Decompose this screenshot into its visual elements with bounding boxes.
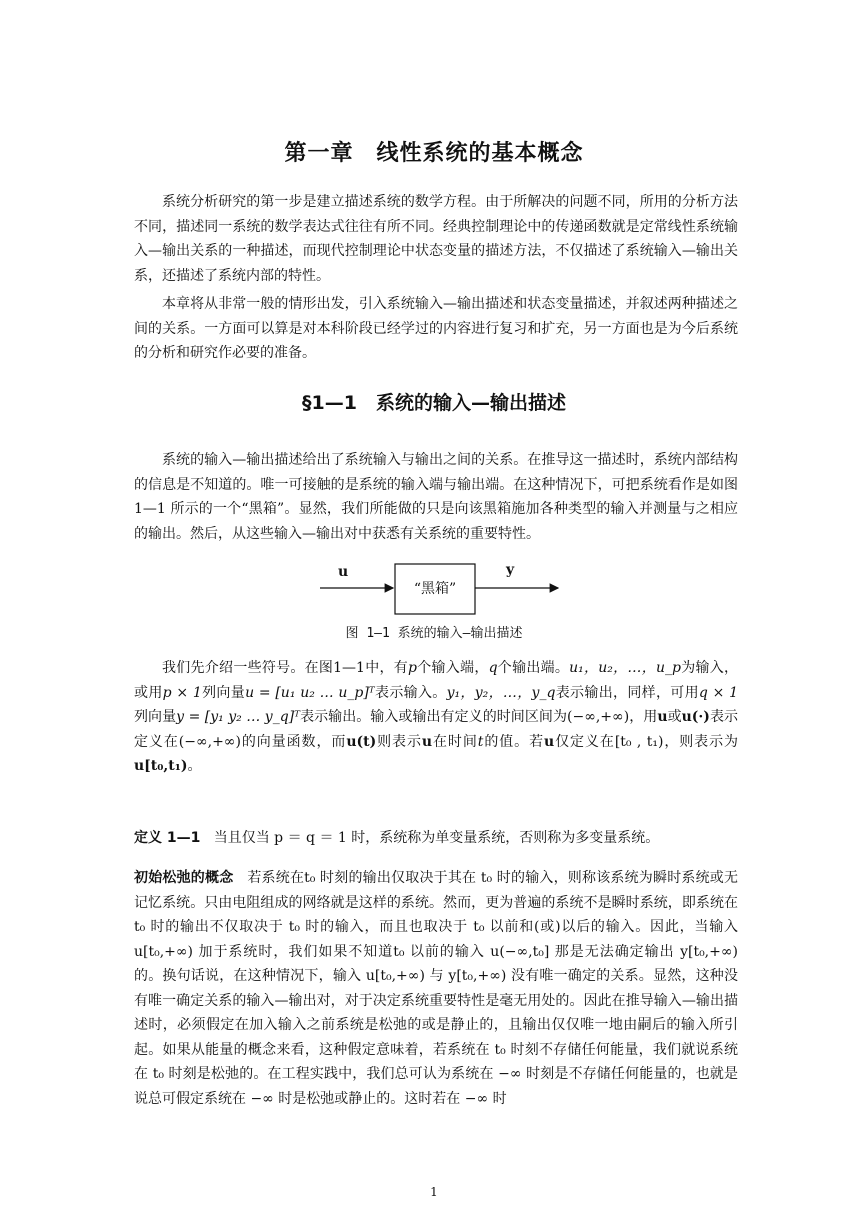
intro-paragraph-1: 系统分析研究的第一步是建立描述系统的数学方程。由于所解决的问题不同，所用的分析方法不同，描述同一系统的数学表达式往往有所不同。经典控制理论中的传递函数就是定常线性系统输入—输出关系的一种描述，而现代控制理论中状态变量的描述方法，不仅描述了系统输入—输出关系，还描述了系统内部的特性。 bbox=[134, 194, 738, 284]
relaxed-paragraph bbox=[134, 866, 738, 1111]
section-paragraph-1: 系统的输入—输出描述给出了系统输入与输出之间的关系。在推导这一描述时，系统内部结构的信息是不知道的。唯一可接触的是系统的输入端与输出端。在这种情况下，可把系统看作是如图 1—1 所示的一个“黑箱”。显然，我们所能做的只是向该黑箱施加各种类型的输入并测量与之相应的输出。然后，从这些输入—输出对中获悉有关系统的重要特性。 bbox=[134, 452, 738, 542]
input-label: u bbox=[338, 564, 349, 580]
figure-caption: 图 1—1 系统的输入—输出描述 bbox=[345, 626, 523, 641]
definition-label: 定义 1—1 bbox=[134, 830, 201, 846]
page-number: 1 bbox=[430, 1185, 438, 1199]
definition-text: 当且仅当 p ＝ q ＝ 1 时，系统称为单变量系统，否则称为多变量系统。 bbox=[213, 830, 660, 846]
section-title: §1—1 系统的输入—输出描述 bbox=[302, 392, 566, 414]
relaxed-text: 若系统在t₀ 时刻的输出仅取决于其在 t₀ 时的输入，则称该系统为瞬时系统或无记忆系统。只由电阻组成的网络就是这样的系统。然而，更为普遍的系统不是瞬时系统，即系统在t₀ 时的输出不仅取决于 t₀ 时的输入，而且也取决于 t₀ 以前和(或)以后的输入。因此，当输入 u[t₀,+∞) 加于系统时，我们如果不知道t₀ 以前的输入 u(−∞,t₀] 那是无法确定输出 y[t₀,+∞) 的。换句话说，在这种情况下，输入 u[t₀,+∞) 与 y[t₀,+∞) 没有唯一确定的关系。显然，这种没有唯一确定关系的输入—输出对，对于决定系统重要特性是毫无用处的。因此在推导输入—输出描述时，必须假定在加入输入之前系统是松弛的或是静止的，且输出仅仅唯一地由嗣后的输入所引起。如果从能量的概念来看，这种假定意味着，若系统在 t₀ 时刻不存储任何能量，我们就说系统在 t₀ 时刻是松弛的。在工程实践中，我们总可认为系统在 −∞ 时刻是不存储任何能量的，也就是说总可假定系统在 −∞ 时是松弛或静止的。这时若在 −∞ 时 bbox=[134, 870, 738, 1107]
notation-paragraph: 我们先介绍一些符号。在图1—1中，有p个输入端，q个输出端。u₁，u₂，…，u_p为输入，或用p × 1列向量u = [u₁ u₂ … u_p]ᵀ表示输入。y₁，y₂，…，y_q表示输出，同样，可用q × 1列向量y = [y₁ y₂ … y_q]ᵀ表示输出。输入或输出有定义的时间区间为(−∞,+∞)，用u或u(·)表示定义在(−∞,+∞)的向量函数，而u(t)则表示u在时间t的值。若u仅定义在[t₀ , t₁)，则表示为u[t₀,t₁)。 bbox=[134, 660, 739, 774]
black-box-diagram bbox=[320, 560, 560, 618]
output-label: y bbox=[506, 562, 515, 578]
relaxed-label: 初始松弛的概念 bbox=[134, 870, 234, 886]
black-box-label: “黑箱” bbox=[413, 581, 457, 597]
intro-paragraph-2: 本章将从非常一般的情形出发，引入系统输入—输出描述和状态变量描述，并叙述两种描述之间的关系。一方面可以算是对本科阶段已经学过的内容进行复习和扩充，另一方面也是为今后系统的分析和研究作必要的准备。 bbox=[134, 296, 738, 361]
chapter-title: 第一章 线性系统的基本概念 bbox=[284, 141, 584, 166]
definition-paragraph bbox=[134, 826, 738, 851]
